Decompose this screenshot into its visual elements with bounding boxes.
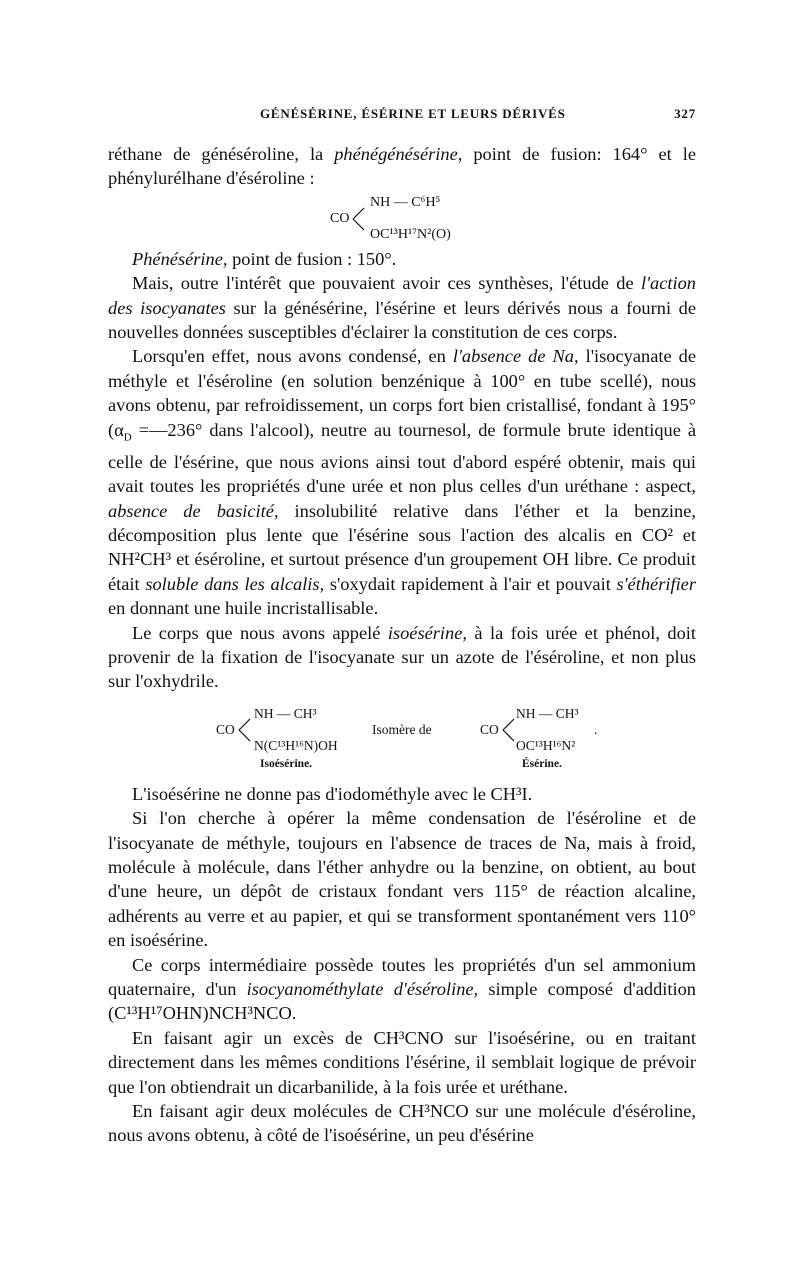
text-run: Ce corps intermédiaire possède toutes les propriétés d'un sel ammonium quaternaire, d'un <box>108 954 696 1000</box>
formula-left-bracket <box>238 710 252 750</box>
paragraph-4 <box>108 344 696 620</box>
text-run: s'oxydait rapidement à l'air et pouvait <box>324 573 617 594</box>
body-text <box>108 142 696 1148</box>
text-run: Lorsqu'en effet, nous avons condensé, en <box>132 346 453 367</box>
formula-phenylurethane <box>108 191 696 247</box>
paragraph-7: Si l'on cherche à opérer la même condensation de l'éséroline et de l'isocyanate de méthyle, toujours en l'absence de traces de Na, mais à froid, molécule à molécule, dans l'éther anhydre ou la benzine, on obtient, au bout d'une heure, un dépôt de cristaux fondant vers 115° de réaction alcaline, adhérents au verre et au papier, et qui se transforment spontanément vers 110° en isoésérine. <box>108 808 696 951</box>
text-run: l'isocyanate de méthyle et l'éséroline (en solution benzénique à 100° en tube scellé), nous avons obtenu, par refroidissement, un corps fort bien cristallisé, fondant à 195° (α <box>108 346 697 440</box>
paragraph-8 <box>108 953 696 1026</box>
formula-right-dot: . <box>594 721 598 737</box>
text-run: simple composé d'addition (C¹³H¹⁷OHN)NCH³NCO. <box>108 979 696 1024</box>
text-run: en donnant une huile incristallisable. <box>108 598 379 619</box>
emphasis: l'action des isocyanates <box>108 273 696 318</box>
paragraph-2 <box>108 247 696 271</box>
text-run: réthane de généséroline, la <box>108 144 335 164</box>
formula-bracket <box>352 199 366 239</box>
formula-right-top: NH — CH³ <box>516 705 579 721</box>
paragraph-6: L'isoésérine ne donne pas d'iodométhyle avec le CH³I. <box>132 783 533 804</box>
formula-middle-label: Isomère de <box>372 721 432 737</box>
formula-left-caption: Isoésérine. <box>260 757 313 770</box>
formula-left-bottom: N(C¹³H¹⁶N)OH <box>254 737 338 753</box>
formula-left-co: CO <box>216 721 235 737</box>
emphasis: isoésérine, <box>387 622 467 643</box>
paragraph-9: En faisant agir un excès de CH³CNO sur l'isoésérine, ou en traitant directement dans les mêmes conditions l'ésérine, il semblait logique de prévoir que l'on obtiendrait un dicarbanilide, à la fois urée et uréthane. <box>108 1027 696 1097</box>
formula-bottom: OC¹³H¹⁷N²(O) <box>370 226 451 242</box>
formula-co: CO <box>330 210 350 226</box>
text-run: =—236° dans l'alcool), neutre au tournesol, de formule brute identique à celle de l'ésérine, que nous avions ainsi tout d'abord espéré obtenir, mais qui avait toutes les propriétés d'une urée et non plus celles d'un uréthane : aspect, <box>108 419 696 497</box>
text-run: Mais, outre l'intérêt que pouvaient avoir ces synthèses, l'étude de <box>132 273 641 294</box>
emphasis: s'éthérifier <box>616 573 696 594</box>
running-title: GÉNÉSÉRINE, ÉSÉRINE ET LEURS DÉRIVÉS <box>260 106 566 121</box>
formula-top: NH — C⁶H⁵ <box>370 194 441 210</box>
emphasis: isocyanométhylate d'éséroline, <box>246 979 479 1000</box>
formula-isoeserine-comparison <box>108 694 696 782</box>
emphasis: soluble dans les alcalis, <box>145 573 325 594</box>
emphasis: l'absence de Na, <box>452 346 579 367</box>
emphasis: Phénésérine, <box>132 248 228 269</box>
formula-right-bracket <box>502 710 516 750</box>
paragraph-5 <box>108 621 696 694</box>
paragraph-1 <box>108 142 696 191</box>
page-number: 327 <box>674 106 696 121</box>
formula-left-top: NH — CH³ <box>254 705 317 721</box>
text-run: Le corps que nous avons appelé <box>132 622 388 643</box>
formula-right-caption: Ésérine. <box>522 757 562 770</box>
text-run: insolubilité relative dans l'éther et la benzine, décomposition plus lente que l'ésérine sous l'action des alcalis en CO² et NH²CH³ et éséroline, et surtout présence d'un groupement OH libre. Ce produit était <box>108 500 696 594</box>
text-run: point de fusion: 164° et le phénylurélhane d'éséroline : <box>108 144 696 189</box>
subscript: D <box>123 431 132 444</box>
text-run: à la fois urée et phénol, doit provenir de la fixation de l'isocyanate sur un azote de l'éséroline, et non plus sur l'oxhydrile. <box>108 622 696 692</box>
paragraph-3 <box>108 271 696 344</box>
text-run: point de fusion : 150°. <box>227 248 397 269</box>
emphasis: phénégénésérine, <box>334 144 463 164</box>
formula-right-bottom: OC¹³H¹⁶N² <box>516 737 576 753</box>
text-run: sur la génésérine, l'ésérine et leurs dérivés nous a fourni de nouvelles données susceptibles d'éclairer la constitution de ces corps. <box>108 297 696 343</box>
paragraph-10: En faisant agir deux molécules de CH³NCO sur une molécule d'éséroline, nous avons obtenu, à côté de l'isoésérine, un peu d'ésérine <box>108 1101 696 1146</box>
emphasis: absence de basicité, <box>108 500 279 521</box>
formula-right-co: CO <box>480 721 499 737</box>
